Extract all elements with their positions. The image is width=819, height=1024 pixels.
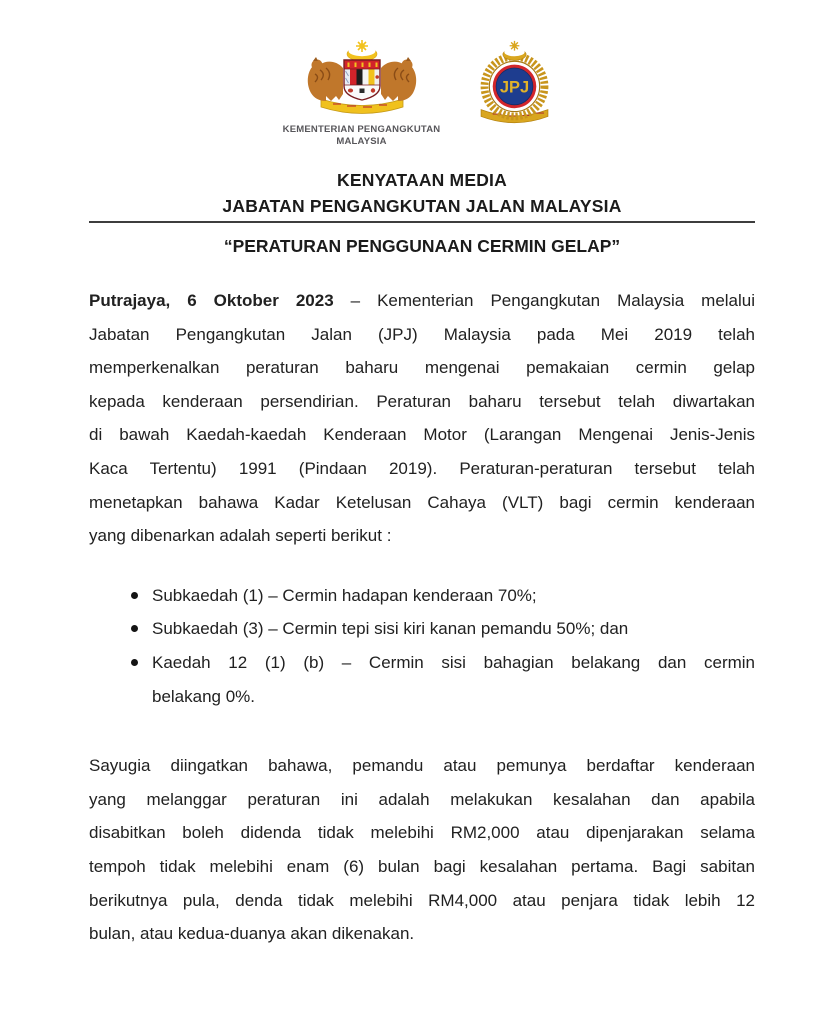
paragraph-2-line-4: tempoh tidak melebihi enam (6) bulan bagi kesalahan pertama. Bagi sabitan — [89, 856, 755, 876]
paragraph-1 — [89, 284, 755, 553]
paragraph-1-line-1 — [89, 284, 755, 318]
paragraph-1-line-5: di bawah Kaedah-kaedah Kenderaan Motor (Larangan Mengenai Jenis-Jenis — [89, 425, 755, 445]
paragraph-2-line-5: berikutnya pula, denda tidak melebihi RM4,000 atau penjara tidak lebih 12 — [89, 890, 755, 910]
header-logos — [89, 0, 755, 147]
paragraph-1-line-4: kepada kenderaan persendirian. Peraturan baharu tersebut telah diwartakan — [89, 391, 755, 411]
paragraph-2-line-2: yang melanggar peraturan ini adalah melakukan kesalahan dan apabila — [89, 789, 755, 809]
paragraph-2-line-6: bulan, atau kedua-duanya akan dikenakan. — [89, 924, 415, 944]
bullet-item — [89, 579, 755, 613]
paragraph-2-line-1: Sayugia diingatkan bahawa, pemandu atau pemunya berdaftar kenderaan — [89, 756, 755, 776]
bullet-2-text: Subkaedah (3) – Cermin tepi sisi kiri kanan pemandu 50%; dan — [152, 619, 629, 639]
title-line-1: KENYATAAN MEDIA — [337, 170, 507, 190]
document-subtitle: “PERATURAN PENGGUNAAN CERMIN GELAP” — [223, 236, 621, 256]
bullet-dot-icon — [131, 625, 138, 632]
bullet-3-text-line-2: belakang 0%. — [152, 686, 256, 706]
bullet-item — [89, 612, 755, 646]
bullet-1-text: Subkaedah (1) – Cermin hadapan kenderaan 70%; — [152, 585, 537, 605]
paragraph-2 — [89, 749, 755, 951]
dateline: Putrajaya, 6 Oktober 2023 — [89, 291, 334, 310]
bullet-dot-icon — [131, 659, 138, 666]
malaysia-coat-of-arms-icon — [303, 38, 421, 122]
paragraph-1-line-6: Kaca Tertentu) 1991 (Pindaan 2019). Peraturan-peraturan tersebut telah — [89, 458, 755, 478]
jpj-logo-icon — [466, 38, 563, 130]
bullet-dot-icon — [131, 592, 138, 599]
ministry-logo-block — [282, 38, 442, 147]
paragraph-1-line-2: Jabatan Pengangkutan Jalan (JPJ) Malaysia pada Mei 2019 telah — [89, 324, 755, 344]
paragraph-2-line-3: disabitkan boleh didenda tidak melebihi RM2,000 atau dipenjarakan selama — [89, 823, 755, 843]
ministry-name-line1: KEMENTERIAN PENGANGKUTAN — [282, 124, 441, 135]
paragraph-1-line-8: yang dibenarkan adalah seperti berikut : — [89, 526, 392, 546]
ministry-name-label — [283, 124, 441, 147]
jpj-monogram: JPJ — [499, 78, 529, 97]
paragraph-1-line-7: menetapkan bahawa Kadar Ketelusan Cahaya (VLT) bagi cermin kenderaan — [89, 492, 755, 512]
bullet-item — [89, 646, 755, 713]
paragraph-1-line-1-rest: – Kementerian Pengangkutan Malaysia melalui — [333, 291, 756, 310]
bullet-3-text-line-1: Kaedah 12 (1) (b) – Cermin sisi bahagian belakang dan cermin — [152, 652, 755, 672]
title-divider — [89, 221, 755, 223]
ministry-name-line2: MALAYSIA — [336, 135, 387, 147]
paragraph-1-line-3: memperkenalkan peraturan baharu mengenai pemakaian cermin gelap — [89, 358, 755, 378]
title-line-2: JABATAN PENGANGKUTAN JALAN MALAYSIA — [222, 196, 622, 216]
media-statement-title — [89, 167, 755, 219]
bullet-list — [89, 579, 755, 713]
